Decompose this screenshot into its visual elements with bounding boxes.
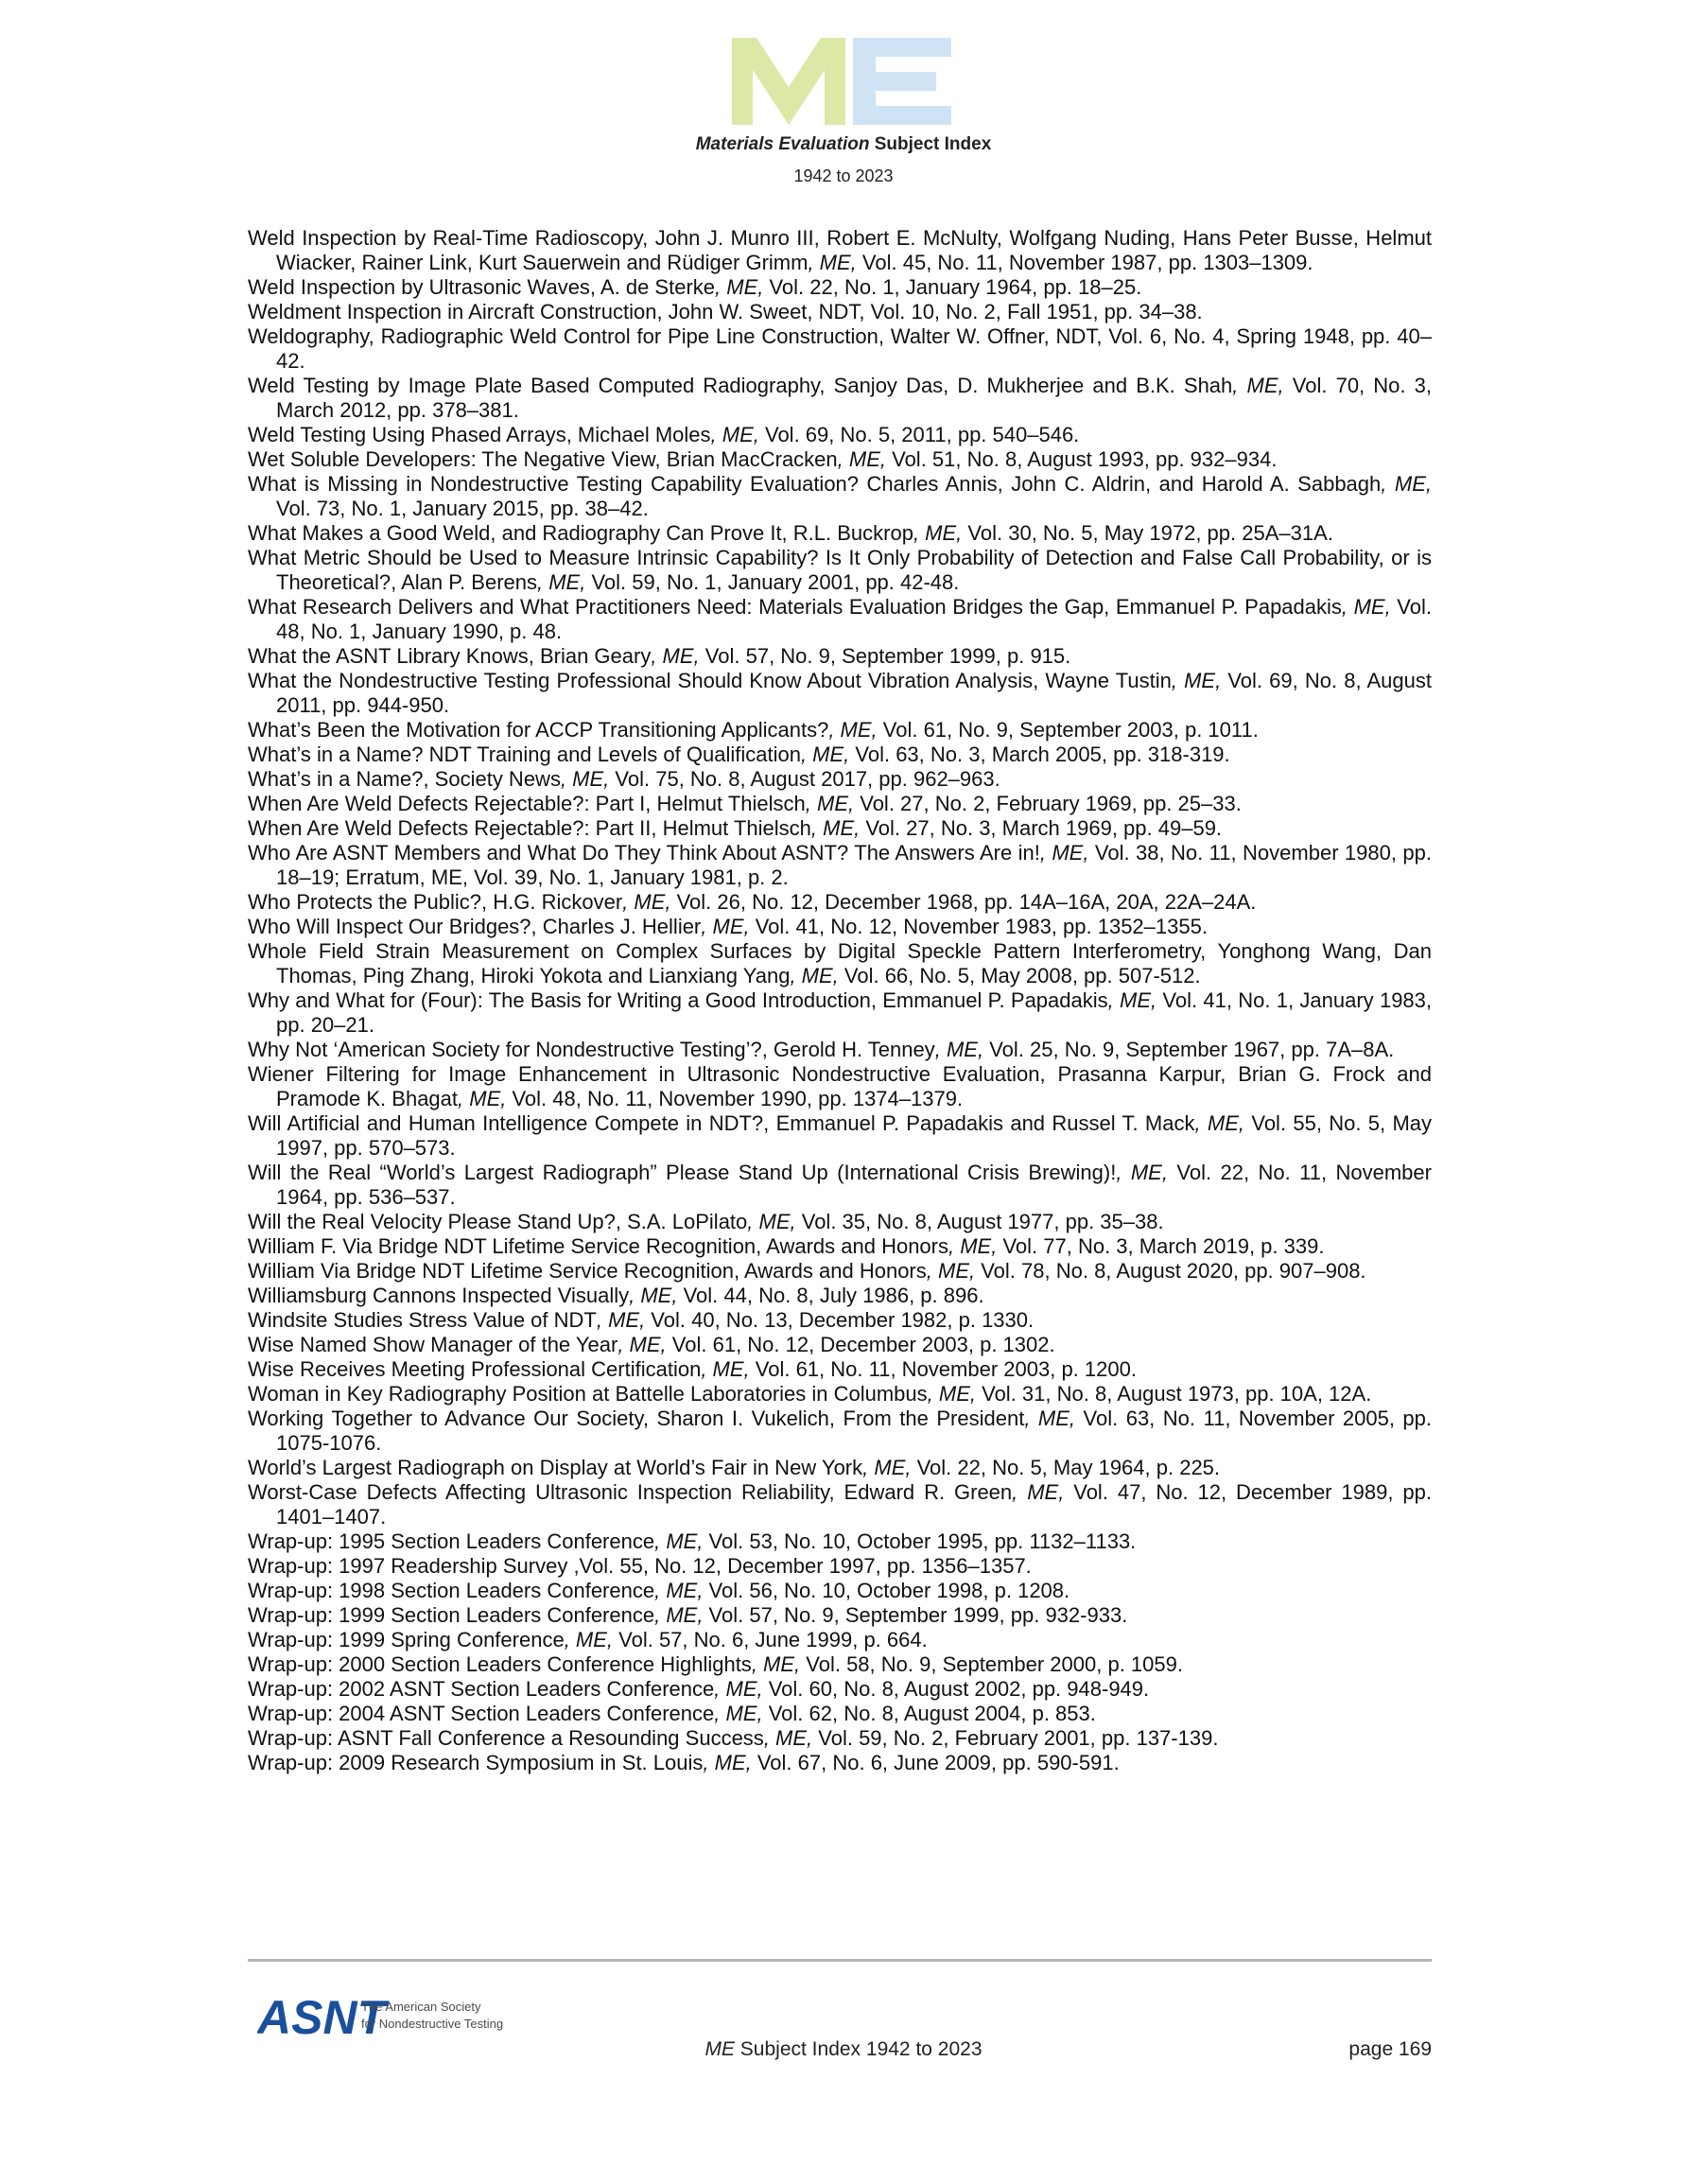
entry-journal: , ME, [751, 1652, 801, 1676]
entry-journal: , ME, [714, 1702, 763, 1725]
index-entry [248, 1357, 1432, 1382]
entry-citation: Vol. 31, No. 8, August 1973, pp. 10A, 12A. [976, 1382, 1372, 1406]
entry-title: William Via Bridge NDT Lifetime Service Recognition, Awards and Honors [248, 1259, 927, 1283]
index-entry [248, 988, 1432, 1038]
entry-title: Wrap-up: 1998 Section Leaders Conference [248, 1579, 655, 1602]
entry-journal: , ME, [1107, 988, 1157, 1012]
entry-citation: Vol. 25, No. 9, September 1967, pp. 7A–8A. [983, 1038, 1395, 1061]
entry-citation: Vol. 56, No. 10, October 1998, p. 1208. [703, 1579, 1070, 1602]
title-journal: Materials Evaluation [695, 134, 870, 154]
index-entry [248, 1628, 1432, 1652]
entry-title: Wise Named Show Manager of the Year [248, 1333, 618, 1356]
index-years: 1942 to 2023 [793, 166, 894, 185]
entry-citation: Vol. 48, No. 1, January 1990, p. 48. [276, 595, 1432, 643]
entry-citation: Vol. 77, No. 3, March 2019, p. 339. [997, 1234, 1325, 1258]
entry-citation: Vol. 73, No. 1, January 2015, pp. 38–42. [276, 497, 649, 520]
entry-journal: , ME, [790, 964, 839, 987]
index-entry [248, 1603, 1432, 1628]
entry-title: Weld Testing by Image Plate Based Computed Radiography, Sanjoy Das, D. Mukherjee and B.K. Shah [248, 374, 1233, 397]
entry-citation: Vol. 22, No. 11, November 1964, pp. 536–537. [276, 1161, 1432, 1209]
asnt-logo-mark: ASNT [257, 1991, 387, 2044]
entry-title: Who Protects the Public?, H.G. Rickover [248, 890, 623, 914]
entry-title: Weld Inspection by Ultrasonic Waves, A. de Sterke [248, 275, 716, 299]
index-title [0, 134, 1687, 155]
index-entry [248, 767, 1432, 792]
entry-citation: Vol. 51, No. 8, August 1993, pp. 932–934. [886, 447, 1278, 471]
entry-title: Wrap-up: 1999 Section Leaders Conference [248, 1603, 655, 1627]
entry-journal: , ME, [710, 423, 759, 446]
entry-title: Will the Real Velocity Please Stand Up?, S.A. LoPilato [248, 1210, 748, 1233]
entry-journal: , ME, [458, 1087, 507, 1110]
entry-journal: , ME, [564, 1628, 614, 1651]
entry-journal: , ME, [654, 1603, 704, 1627]
entry-title: Wrap-up: 2002 ASNT Section Leaders Conference [248, 1677, 715, 1701]
entry-citation: Vol. 30, No. 5, May 1972, pp. 25A–31A. [962, 521, 1333, 545]
entry-title: Windsite Studies Stress Value of NDT [248, 1308, 597, 1332]
index-entry [248, 669, 1432, 718]
index-entry [248, 546, 1432, 595]
entry-citation: Vol. 63, No. 3, March 2005, pp. 318-319. [849, 743, 1230, 766]
index-entry [248, 1554, 1432, 1579]
entry-journal: , ME, [808, 251, 857, 274]
index-entry [248, 1284, 1432, 1308]
entry-citation: Vol. 57, No. 9, September 1999, p. 915. [699, 644, 1071, 668]
entry-journal: , ME, [1171, 669, 1222, 692]
entry-citation: Vol. 57, No. 9, September 1999, pp. 932-933. [703, 1603, 1128, 1627]
entry-citation: Vol. 78, No. 8, August 2020, pp. 907–908. [975, 1259, 1366, 1283]
entry-title: What’s Been the Motivation for ACCP Transitioning Applicants? [248, 718, 829, 742]
entry-title: Williamsburg Cannons Inspected Visually [248, 1284, 630, 1307]
entry-title: Wet Soluble Developers: The Negative View, Brian MacCracken [248, 447, 838, 471]
entry-citation: Vol. 58, No. 9, September 2000, p. 1059. [800, 1652, 1183, 1676]
entry-title: What Metric Should be Used to Measure Intrinsic Capability? Is It Only Probability of Detection and False Call Probability, or is Theoretical?, Alan P. Berens [248, 546, 1432, 594]
index-entry [248, 447, 1432, 472]
index-entry [248, 1210, 1432, 1234]
entry-journal: , ME, [934, 1038, 984, 1061]
entry-title: Wrap-up: 2004 ASNT Section Leaders Conference [248, 1702, 715, 1725]
index-entry [248, 841, 1432, 890]
index-entry [248, 718, 1432, 743]
footer-suffix: Subject Index 1942 to 2023 [734, 2038, 983, 2060]
entry-citation: Vol. 61, No. 11, November 2003, p. 1200. [749, 1357, 1137, 1381]
entry-title: What the Nondestructive Testing Professional Should Know About Vibration Analysis, Wayne Tustin [248, 669, 1172, 692]
entry-citation: Vol. 75, No. 8, August 2017, pp. 962–963. [609, 767, 1000, 791]
index-entry [248, 939, 1432, 988]
entry-title: Worst-Case Defects Affecting Ultrasonic Inspection Reliability, Edward R. Green [248, 1480, 1013, 1504]
entry-citation: Vol. 59, No. 1, January 2001, pp. 42-48. [585, 570, 960, 594]
entry-citation: Vol. 62, No. 8, August 2004, p. 853. [762, 1702, 1096, 1725]
entry-citation: Vol. 61, No. 9, September 2003, p. 1011. [877, 718, 1259, 742]
entry-journal: , ME, [927, 1382, 976, 1406]
entry-journal: , ME, [715, 275, 764, 299]
asnt-logo-line2: for Nondestructive Testing [361, 2017, 504, 2031]
index-entry [248, 521, 1432, 546]
index-entry [248, 792, 1432, 816]
footer-journal: ME [704, 2038, 735, 2060]
index-entry [248, 1111, 1432, 1161]
index-entry [248, 1677, 1432, 1702]
index-entry [248, 595, 1432, 644]
entry-citation: Vol. 61, No. 12, December 2003, p. 1302. [666, 1333, 1055, 1356]
entry-citation: Vol. 41, No. 12, November 1983, pp. 1352–1355. [749, 915, 1208, 938]
index-entry [248, 1259, 1432, 1284]
entry-title: Wise Receives Meeting Professional Certification [248, 1357, 702, 1381]
index-entry [248, 1062, 1432, 1111]
entry-title: Weldment Inspection in Aircraft Construction, John W. Sweet, NDT, Vol. 10, No. 2, Fall 1951, pp. 34–38. [248, 300, 1203, 323]
entry-citation: Vol. 70, No. 3, March 2012, pp. 378–381. [276, 374, 1432, 422]
index-entry [248, 1652, 1432, 1677]
index-entry [248, 644, 1432, 669]
entry-title: Wrap-up: 2000 Section Leaders Conference Highlights [248, 1652, 752, 1676]
entry-journal: , ME, [622, 890, 671, 914]
entry-title: Weld Inspection by Real-Time Radioscopy, John J. Munro III, Robert E. McNulty, Wolfgang Nuding, Hans Peter Busse, Helmut Wiacker, Rainer Link, Kurt Sauerwein and Rüdiger Grimm [248, 226, 1432, 274]
entry-journal: , ME, [1012, 1480, 1065, 1504]
entry-title: What’s in a Name? NDT Training and Levels of Qualification [248, 743, 801, 766]
footer-title [0, 2038, 1687, 2061]
entry-journal: , ME, [1024, 1406, 1076, 1430]
entry-citation: Vol. 22, No. 5, May 1964, p. 225. [911, 1456, 1221, 1479]
entry-journal: , ME, [1116, 1161, 1168, 1184]
entry-journal: , ME, [913, 521, 963, 545]
entry-journal: , ME, [926, 1259, 976, 1283]
entry-title: Who Are ASNT Members and What Do They Think About ASNT? The Answers Are in! [248, 841, 1040, 865]
entry-citation: Vol. 27, No. 3, March 1969, pp. 49–59. [860, 816, 1223, 840]
entry-journal: , ME, [651, 644, 700, 668]
entry-title: Wiener Filtering for Image Enhancement in Ultrasonic Nondestructive Evaluation, Prasanna Karpur, Brian G. Frock and Pramode K. Bhagat [248, 1062, 1432, 1110]
entry-citation: Vol. 48, No. 11, November 1990, pp. 1374–1379. [506, 1087, 964, 1110]
index-entry [248, 1579, 1432, 1603]
entry-journal: , ME, [596, 1308, 646, 1332]
entry-citation: Vol. 57, No. 6, June 1999, p. 664. [613, 1628, 928, 1651]
footer-divider [248, 1959, 1432, 1962]
index-entry [248, 1333, 1432, 1357]
index-entry [248, 226, 1432, 275]
index-entry [248, 915, 1432, 939]
entry-citation: Vol. 63, No. 11, November 2005, pp. 1075-1076. [276, 1406, 1432, 1455]
entry-journal: , ME, [537, 570, 586, 594]
entry-citation: Vol. 69, No. 8, August 2011, pp. 944-950. [276, 669, 1432, 717]
entry-title: What Makes a Good Weld, and Radiography Can Prove It, R.L. Buckrop [248, 521, 913, 545]
index-entry [248, 1382, 1432, 1406]
entry-title: Weld Testing Using Phased Arrays, Michael Moles [248, 423, 711, 446]
entry-journal: , ME, [714, 1677, 763, 1701]
entry-journal: , ME, [1232, 374, 1284, 397]
entry-title: What Research Delivers and What Practitioners Need: Materials Evaluation Bridges the Gap, Emmanuel P. Papadakis [248, 595, 1342, 619]
entry-citation: Vol. 55, No. 5, May 1997, pp. 570–573. [276, 1111, 1433, 1160]
index-entry [248, 743, 1432, 767]
entry-title: Wrap-up: 1997 Readership Survey ,Vol. 55, No. 12, December 1997, pp. 1356–1357. [248, 1554, 1032, 1578]
entry-journal: , ME, [1039, 841, 1089, 865]
title-suffix: Subject Index [869, 134, 992, 154]
entry-journal: , ME, [617, 1333, 667, 1356]
index-entry [248, 1726, 1432, 1751]
entry-citation: Vol. 38, No. 11, November 1980, pp. 18–19; Erratum, ME, Vol. 39, No. 1, January 1981, p. 2. [276, 841, 1432, 889]
entry-title: Will Artificial and Human Intelligence Compete in NDT?, Emmanuel P. Papadakis and Russel T. Mack [248, 1111, 1195, 1135]
entry-citation: Vol. 44, No. 8, July 1986, p. 896. [677, 1284, 984, 1307]
entry-journal: , ME, [1381, 472, 1432, 496]
index-entry [248, 324, 1432, 374]
index-entry [248, 816, 1432, 841]
entry-citation: Vol. 59, No. 2, February 2001, pp. 137-139. [812, 1726, 1219, 1750]
entry-citation: Vol. 67, No. 6, June 2009, pp. 590-591. [751, 1751, 1120, 1774]
entry-title: Wrap-up: 2009 Research Symposium in St. Louis [248, 1751, 704, 1774]
entry-title: Who Will Inspect Our Bridges?, Charles J. Hellier [248, 915, 702, 938]
entry-citation: Vol. 66, No. 5, May 2008, pp. 507-512. [838, 964, 1201, 987]
asnt-logo-line1: The American Society [361, 2000, 481, 2014]
index-entry [248, 1308, 1432, 1333]
entry-journal: , ME, [703, 1751, 752, 1774]
index-entry [248, 275, 1432, 300]
entry-title: World’s Largest Radiograph on Display at World’s Fair in New York [248, 1456, 863, 1479]
entry-citation: Vol. 69, No. 5, 2011, pp. 540–546. [758, 423, 1080, 446]
entry-title: Whole Field Strain Measurement on Complex Surfaces by Digital Speckle Pattern Interferometry, Yonghong Wang, Dan Thomas, Ping Zhang, Hiroki Yokota and Lianxiang Yang [248, 939, 1432, 987]
entry-journal: , ME, [763, 1726, 813, 1750]
entry-title: When Are Weld Defects Rejectable?: Part I, Helmut Thielsch [248, 792, 806, 815]
index-entry [248, 374, 1432, 423]
entry-title: Will the Real “World’s Largest Radiograph” Please Stand Up (International Crisis Brewing)! [248, 1161, 1117, 1184]
entry-title: Why and What for (Four): The Basis for Writing a Good Introduction, Emmanuel P. Papadakis [248, 988, 1108, 1012]
index-entry [248, 300, 1432, 324]
index-entry [248, 472, 1432, 521]
entry-title: What’s in a Name?, Society News [248, 767, 561, 791]
index-entry [248, 1480, 1432, 1529]
entry-journal: , ME, [837, 447, 886, 471]
entry-title: What the ASNT Library Knows, Brian Geary [248, 644, 652, 668]
entry-journal: , ME, [701, 915, 750, 938]
page-number: page 169 [1348, 2038, 1432, 2060]
entry-journal: , ME, [560, 767, 610, 791]
entry-journal: , ME, [862, 1456, 912, 1479]
entry-citation: Vol. 40, No. 13, December 1982, p. 1330. [645, 1308, 1035, 1332]
entry-title: William F. Via Bridge NDT Lifetime Service Recognition, Awards and Honors [248, 1234, 948, 1258]
index-entry [248, 1234, 1432, 1259]
entry-journal: , ME, [1194, 1111, 1245, 1135]
index-entry [248, 1038, 1432, 1062]
index-entry [248, 1702, 1432, 1726]
entry-journal: , ME, [805, 792, 855, 815]
entry-title: Weldography, Radiographic Weld Control for Pipe Line Construction, Walter W. Offner, NDT, Vol. 6, No. 4, Spring 1948, pp. 40–42. [248, 324, 1432, 373]
entry-title: Wrap-up: 1995 Section Leaders Conference [248, 1529, 655, 1553]
entry-journal: , ME, [800, 743, 850, 766]
index-entry [248, 890, 1432, 915]
entry-journal: , ME, [828, 718, 878, 742]
entry-journal: , ME, [701, 1357, 750, 1381]
entry-journal: , ME, [654, 1529, 704, 1553]
entry-citation: Vol. 26, No. 12, December 1968, pp. 14A–16A, 20A, 22A–24A. [670, 890, 1257, 914]
entry-journal: , ME, [810, 816, 861, 840]
entry-title: What is Missing in Nondestructive Testing Capability Evaluation? Charles Annis, John C. Aldrin, and Harold A. Sabbagh [248, 472, 1382, 496]
entry-citation: Vol. 60, No. 8, August 2002, pp. 948-949. [762, 1677, 1150, 1701]
entry-title: Working Together to Advance Our Society, Sharon I. Vukelich, From the President [248, 1406, 1025, 1430]
me-logo [732, 38, 951, 125]
entry-citation: Vol. 47, No. 12, December 1989, pp. 1401–1407. [276, 1480, 1432, 1529]
index-entry [248, 1751, 1432, 1775]
entry-citation: Vol. 45, No. 11, November 1987, pp. 1303–1309. [856, 251, 1313, 274]
entry-journal: , ME, [948, 1234, 998, 1258]
entry-citation: Vol. 53, No. 10, October 1995, pp. 1132–1133. [703, 1529, 1137, 1553]
entry-journal: , ME, [1341, 595, 1391, 619]
index-entry [248, 423, 1432, 447]
entry-citation: Vol. 35, No. 8, August 1977, pp. 35–38. [795, 1210, 1164, 1233]
entry-citation: Vol. 22, No. 1, January 1964, pp. 18–25. [763, 275, 1142, 299]
entry-title: When Are Weld Defects Rejectable?: Part II, Helmut Thielsch [248, 816, 811, 840]
entry-citation: Vol. 41, No. 1, January 1983, pp. 20–21. [276, 988, 1433, 1037]
entry-citation: Vol. 27, No. 2, February 1969, pp. 25–33. [854, 792, 1242, 815]
entries-list [248, 226, 1432, 1775]
index-entry [248, 1456, 1432, 1480]
entry-journal: , ME, [654, 1579, 704, 1602]
index-entry [248, 1161, 1432, 1210]
entry-journal: , ME, [747, 1210, 796, 1233]
entry-title: Woman in Key Radiography Position at Battelle Laboratories in Columbus [248, 1382, 928, 1406]
asnt-logo [257, 1986, 513, 2045]
entry-title: Wrap-up: ASNT Fall Conference a Resounding Success [248, 1726, 764, 1750]
entry-title: Why Not ‘American Society for Nondestructive Testing’?, Gerold H. Tenney [248, 1038, 935, 1061]
index-entry [248, 1406, 1432, 1456]
index-entry [248, 1529, 1432, 1554]
entry-title: Wrap-up: 1999 Spring Conference [248, 1628, 565, 1651]
entry-journal: , ME, [629, 1284, 678, 1307]
